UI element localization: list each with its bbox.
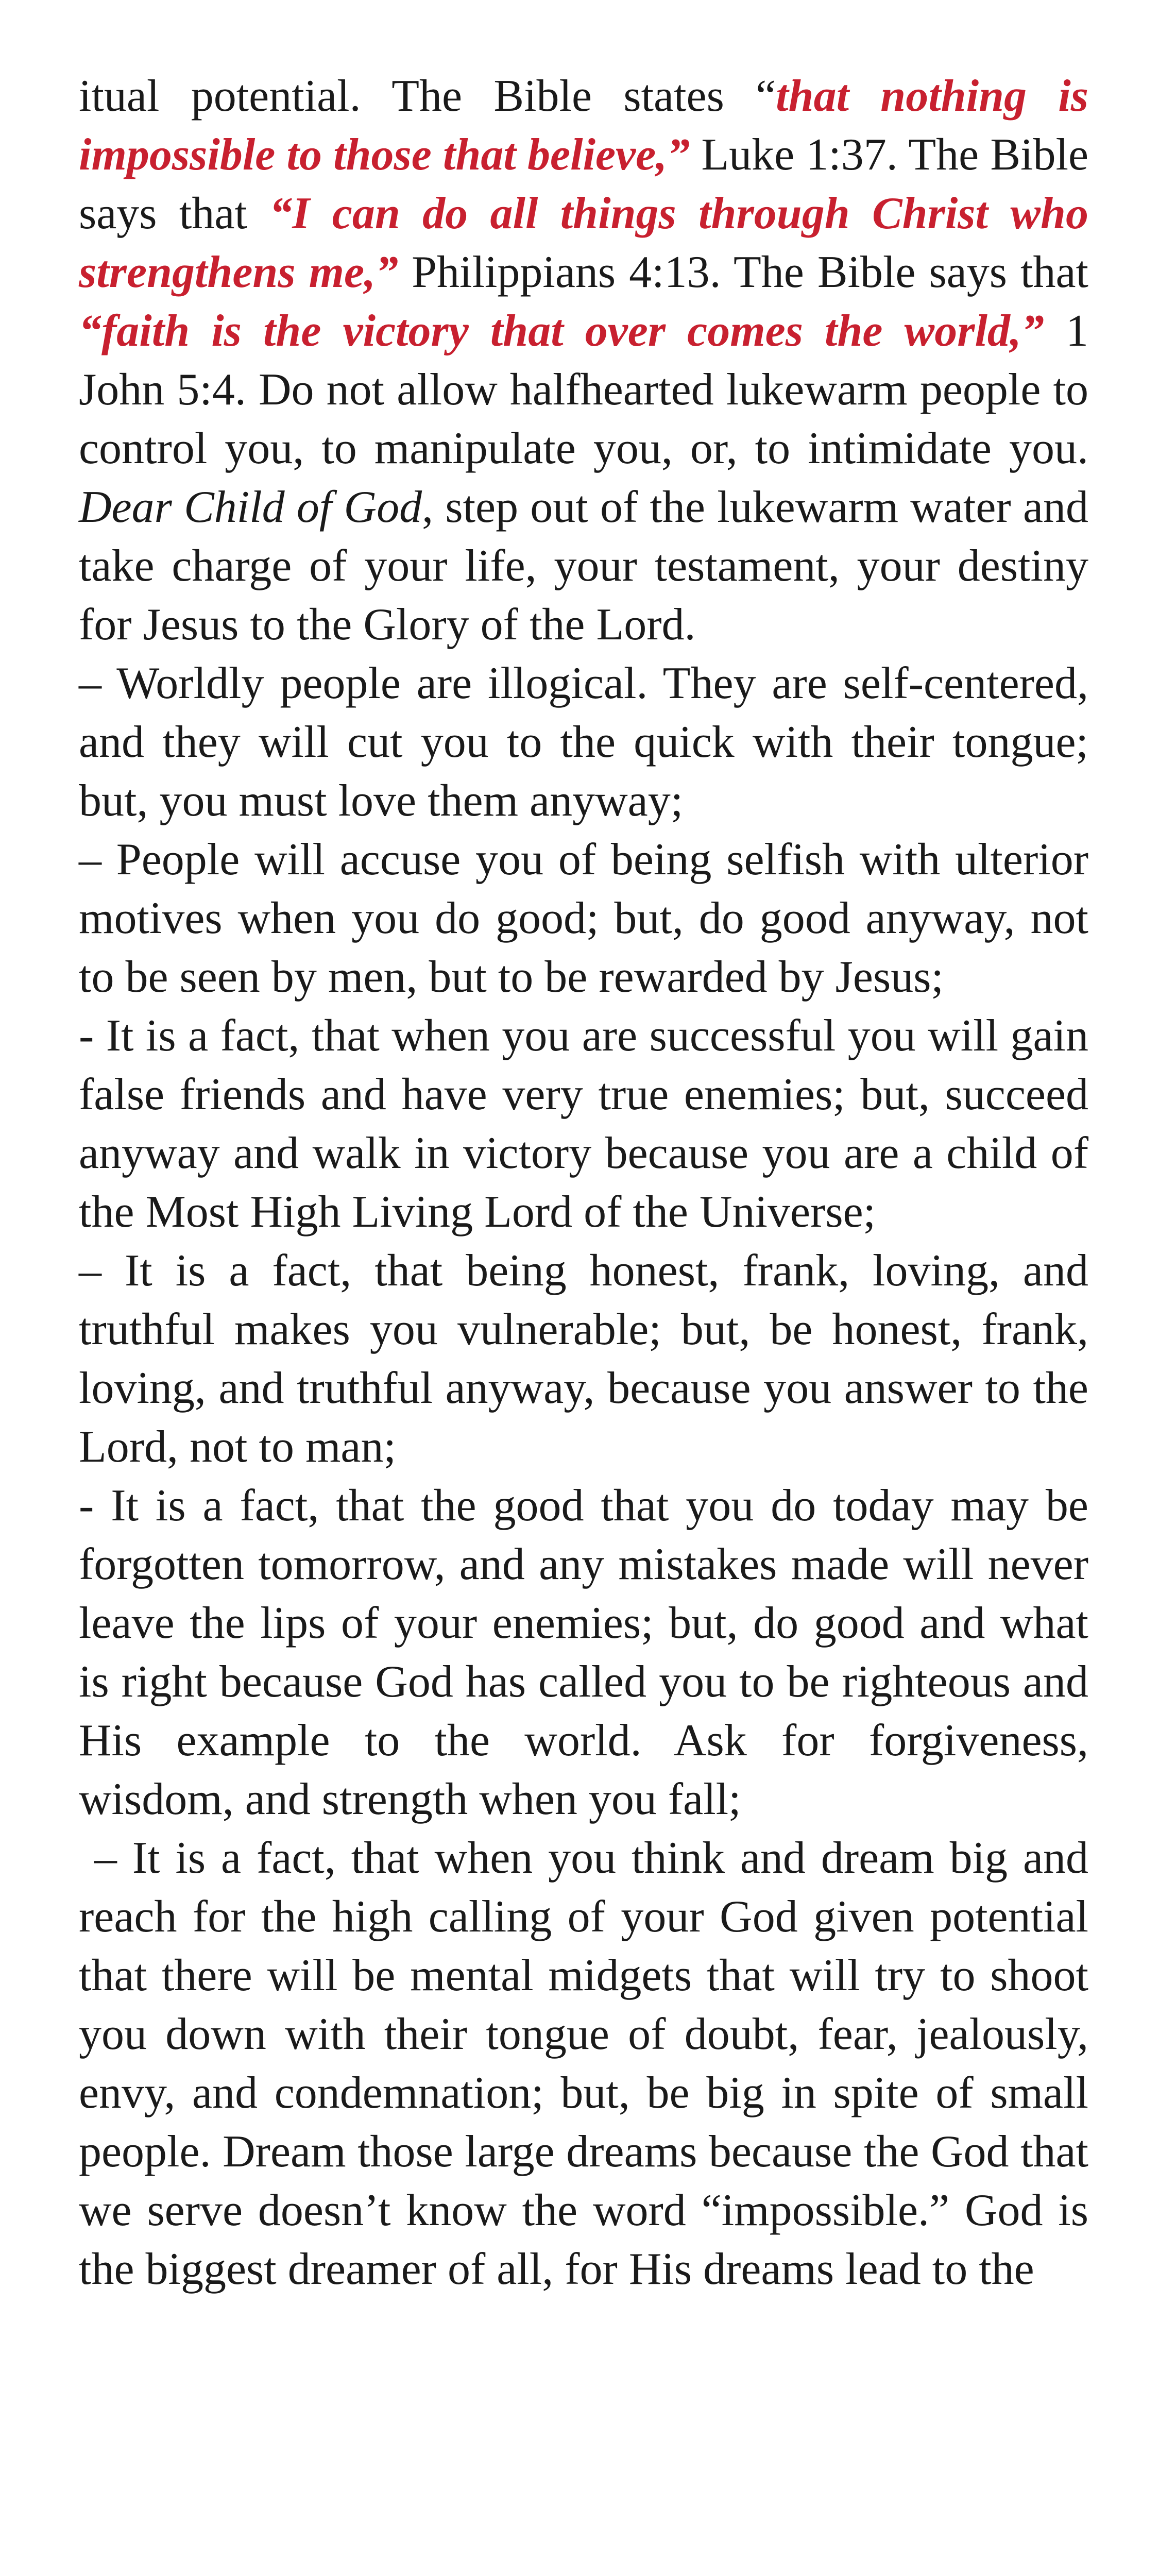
point-paragraph: – Worldly people are illogical. They are self-centered, and they will cut you to the quick with their tongue; but, you must love them anyway; xyxy=(79,658,1088,826)
intro-text-4: 1 John 5:4. Do not allow halfhearted lukewarm people to control you, to manipulate you, or, to intimidate you. xyxy=(79,306,1088,473)
scripture-quote-philippians: “I can do all things through Christ who strengthens me,” xyxy=(79,189,1088,297)
point-paragraph: – People will accuse you of being selfish with ulterior motives when you do good; but, do good anyway, not to be seen by men, but to be rewarded by Jesus; xyxy=(79,835,1088,1002)
intro-text-3: Philippians 4:13. The Bible says that xyxy=(398,247,1088,297)
intro-text-5: , step out of the lukewarm water and take charge of your life, your testament, your destiny for Jesus to the Glory of the Lord. xyxy=(79,482,1088,650)
scripture-quote-john: “faith is the victory that over comes the world,” xyxy=(79,306,1044,356)
intro-text-1: itual potential. The Bible states “ xyxy=(79,71,776,121)
intro-text-2: Luke 1:37. The Bible says that xyxy=(79,130,1089,239)
point-paragraph: - It is a fact, that when you are successful you will gain false friends and have very true enemies; but, succeed anyway and walk in victory because you are a child of the Most High Living Lord of the Universe; xyxy=(79,1011,1088,1237)
point-paragraph: - It is a fact, that the good that you do today may be forgotten tomorrow, and any mistakes made will never leave the lips of your enemies; but, do good and what is right because God has called you to be righteous and His example to the world. Ask for forgiveness, wisdom, and strength when you fall; xyxy=(79,1481,1088,1824)
point-paragraph: – It is a fact, that when you think and dream big and reach for the high calling of your God given potential that there will be mental midgets that will try to shoot you down with their tongue of doubt, fear, jealously, envy, and condemnation; but, be big in spite of small people. Dream those large dreams because the God that we serve doesn’t know the word “impossible.” God is the biggest dreamer of all, for His dreams lead to the xyxy=(79,1833,1088,2294)
point-paragraph: – It is a fact, that being honest, frank, loving, and truthful makes you vulnerable; but, be honest, frank, loving, and truthful anyway, because you answer to the Lord, not to man; xyxy=(79,1246,1088,1472)
intro-paragraph xyxy=(79,67,1088,654)
scripture-quote-luke: that nothing is impossible to those that believe,” xyxy=(79,71,1088,180)
dear-child-of-god: Dear Child of God xyxy=(79,482,422,532)
document-page xyxy=(79,67,1088,2299)
